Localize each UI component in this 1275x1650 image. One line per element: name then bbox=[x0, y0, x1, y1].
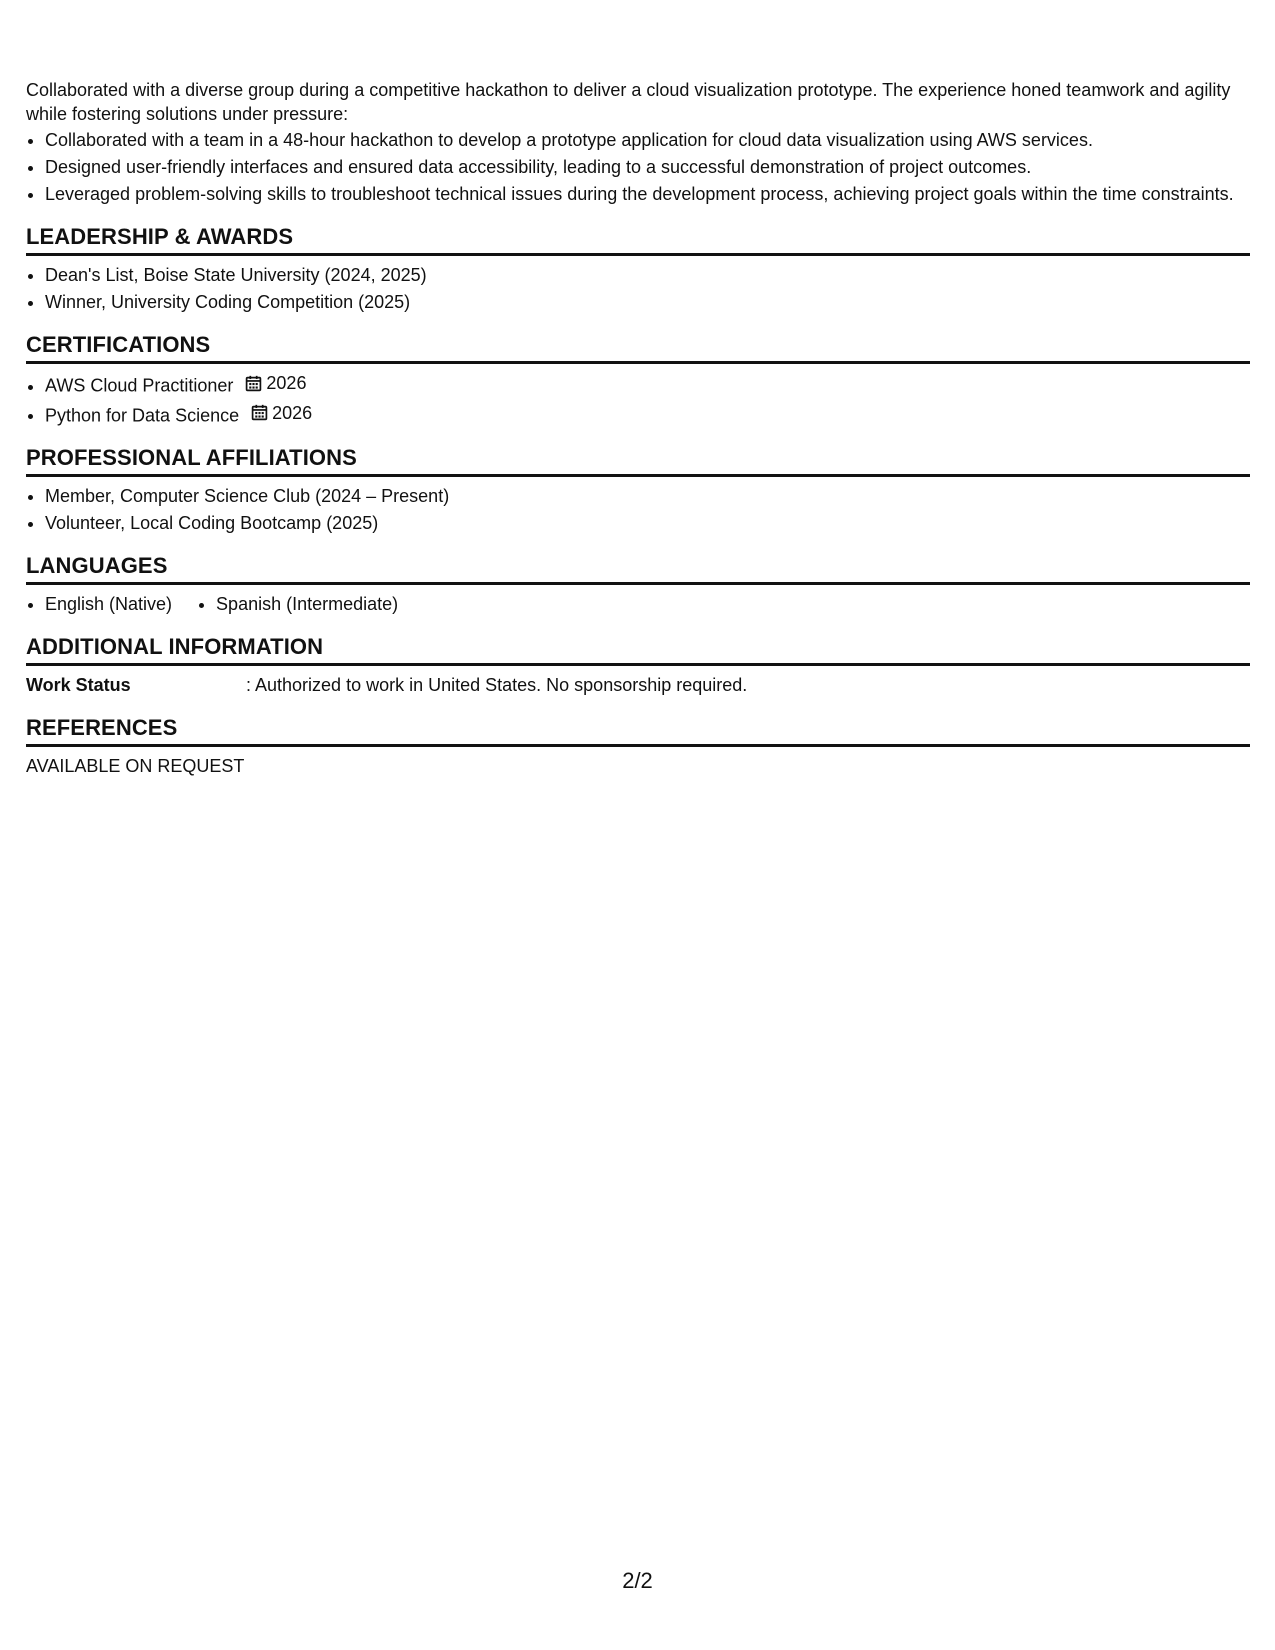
experience-description: Collaborated with a diverse group during a competitive hackathon to deliver a cloud visualization prototype. The experience honed teamwork and agility while fostering solutions under pressure: bbox=[26, 80, 1231, 124]
list-item: • Dean's List, Boise State University (2024, 2025) bbox=[45, 263, 1250, 287]
list-item: • Spanish (Intermediate) bbox=[216, 592, 398, 616]
experience-bullets bbox=[26, 128, 1250, 206]
section-certifications bbox=[26, 332, 1250, 427]
resume-page bbox=[26, 78, 1250, 778]
list-item: • Designed user-friendly interfaces and ensured data accessibility, leading to a successful demonstration of project outcomes. bbox=[45, 155, 1250, 179]
list-item: • Collaborated with a team in a 48-hour hackathon to develop a prototype application for cloud data visualization using AWS services. bbox=[45, 128, 1250, 152]
section-leadership-awards bbox=[26, 224, 1250, 314]
certification-date bbox=[251, 401, 312, 425]
certification-name: Python for Data Science bbox=[45, 405, 240, 425]
section-title: LEADERSHIP & AWARDS bbox=[26, 224, 1250, 256]
section-additional-information bbox=[26, 634, 1250, 697]
list-item: • Winner, University Coding Competition (2025) bbox=[45, 290, 1250, 314]
section-title: REFERENCES bbox=[26, 715, 1250, 747]
section-title: CERTIFICATIONS bbox=[26, 332, 1250, 364]
certification-date bbox=[245, 371, 306, 395]
certification-name: AWS Cloud Practitioner bbox=[45, 375, 234, 396]
references-text: AVAILABLE ON REQUEST bbox=[26, 756, 245, 776]
section-title: PROFESSIONAL AFFILIATIONS bbox=[26, 445, 1250, 477]
info-value: : Authorized to work in United States. No sponsorship required. bbox=[246, 675, 748, 695]
date-text: 2026 bbox=[272, 402, 313, 423]
experience-continuation bbox=[26, 78, 1250, 206]
section-professional-affiliations bbox=[26, 445, 1250, 535]
calendar-icon bbox=[245, 375, 262, 392]
affiliations-list bbox=[26, 484, 1250, 535]
awards-list bbox=[26, 263, 1250, 314]
calendar-icon bbox=[251, 404, 268, 421]
section-title: ADDITIONAL INFORMATION bbox=[26, 634, 1250, 666]
section-references bbox=[26, 715, 1250, 778]
certifications-list bbox=[26, 371, 1250, 427]
section-languages bbox=[26, 553, 1250, 616]
list-item: • Member, Computer Science Club (2024 – Present) bbox=[45, 484, 1250, 508]
info-label: Work Status bbox=[26, 675, 131, 695]
list-item: • Leveraged problem-solving skills to troubleshoot technical issues during the development process, achieving project goals within the time constraints. bbox=[45, 182, 1250, 206]
list-item bbox=[45, 401, 1250, 428]
date-text: 2026 bbox=[266, 373, 307, 393]
languages-list bbox=[26, 592, 1250, 616]
page-number: 2/2 bbox=[622, 1568, 653, 1593]
list-item: • Volunteer, Local Coding Bootcamp (2025) bbox=[45, 511, 1250, 535]
list-item: • English (Native) bbox=[45, 592, 172, 616]
list-item bbox=[45, 371, 1250, 398]
info-row-work-status bbox=[26, 673, 1250, 697]
section-title: LANGUAGES bbox=[26, 553, 1250, 585]
